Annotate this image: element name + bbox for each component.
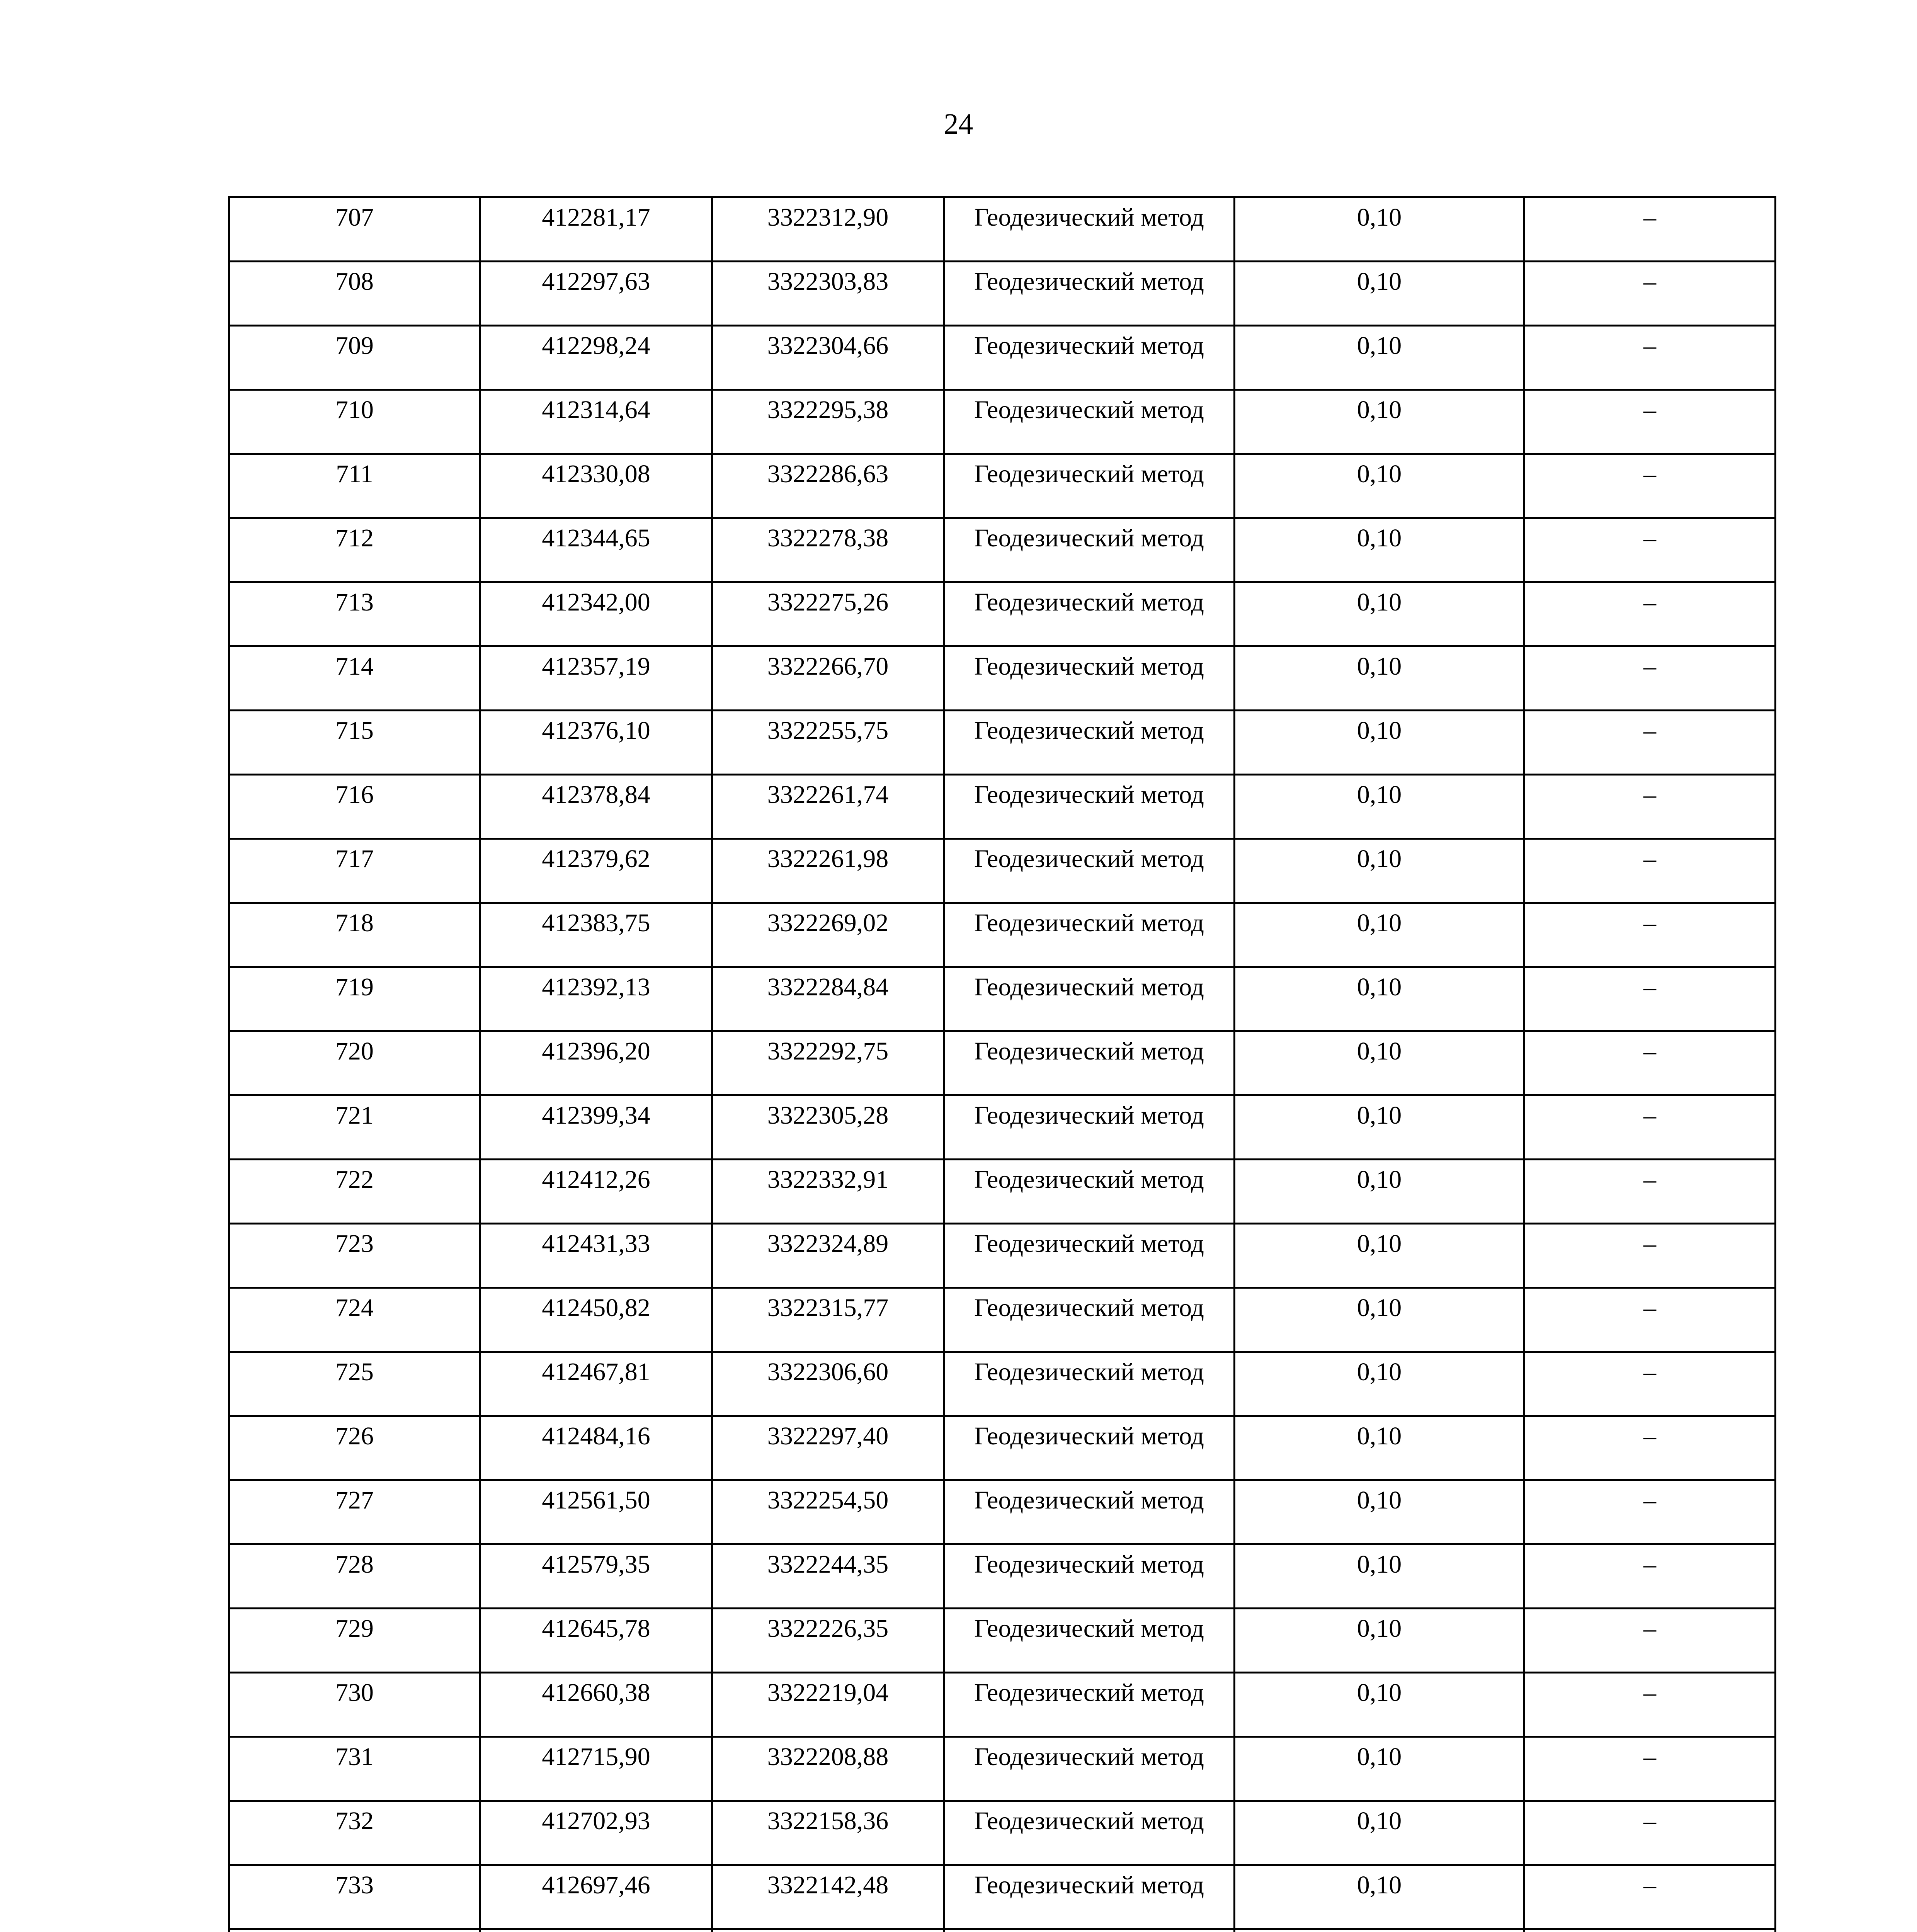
accuracy-cell: 0,10 xyxy=(1235,711,1524,775)
y-coordinate-cell: 3322208,88 xyxy=(712,1737,944,1801)
accuracy-cell: 0,10 xyxy=(1235,1160,1524,1224)
table-row xyxy=(229,903,1776,967)
table-row xyxy=(229,775,1776,839)
x-coordinate-cell: 412392,13 xyxy=(480,967,712,1031)
method-cell: Геодезический метод xyxy=(944,839,1235,903)
y-coordinate-cell: 3322315,77 xyxy=(712,1288,944,1352)
point-number-cell: 711 xyxy=(229,454,480,518)
point-number-cell: 731 xyxy=(229,1737,480,1801)
point-number-cell: 724 xyxy=(229,1288,480,1352)
accuracy-cell: 0,10 xyxy=(1235,454,1524,518)
note-cell: – xyxy=(1524,1416,1776,1480)
accuracy-cell: 0,10 xyxy=(1235,646,1524,711)
accuracy-cell: 0,10 xyxy=(1235,1865,1524,1929)
table-row xyxy=(229,1929,1776,1932)
note-cell: – xyxy=(1524,1352,1776,1416)
note-cell: – xyxy=(1524,646,1776,711)
note-cell: – xyxy=(1524,903,1776,967)
accuracy-cell: 0,10 xyxy=(1235,326,1524,390)
accuracy-cell: 0,10 xyxy=(1235,1095,1524,1160)
point-number-cell: 709 xyxy=(229,326,480,390)
method-cell: Геодезический метод xyxy=(944,1801,1235,1865)
note-cell: – xyxy=(1524,1160,1776,1224)
point-number-cell: 712 xyxy=(229,518,480,582)
method-cell: Геодезический метод xyxy=(944,518,1235,582)
coordinates-table-body xyxy=(229,197,1776,1932)
x-coordinate-cell: 412314,64 xyxy=(480,390,712,454)
x-coordinate-cell: 412450,82 xyxy=(480,1288,712,1352)
point-number-cell: 722 xyxy=(229,1160,480,1224)
method-cell: Геодезический метод xyxy=(944,1480,1235,1544)
y-coordinate-cell: 3322297,40 xyxy=(712,1416,944,1480)
table-row xyxy=(229,518,1776,582)
accuracy-cell: 0,10 xyxy=(1235,967,1524,1031)
page-number: 24 xyxy=(944,108,973,140)
x-coordinate-cell: 412467,81 xyxy=(480,1352,712,1416)
y-coordinate-cell: 3322261,98 xyxy=(712,839,944,903)
method-cell: Геодезический метод xyxy=(944,454,1235,518)
method-cell: Геодезический метод xyxy=(944,1544,1235,1609)
note-cell: – xyxy=(1524,1737,1776,1801)
accuracy-cell: 0,10 xyxy=(1235,1673,1524,1737)
y-coordinate-cell: 3322278,38 xyxy=(712,518,944,582)
method-cell: Геодезический метод xyxy=(944,711,1235,775)
table-row xyxy=(229,967,1776,1031)
note-cell: – xyxy=(1524,967,1776,1031)
accuracy-cell: 0,10 xyxy=(1235,1737,1524,1801)
point-number-cell: 726 xyxy=(229,1416,480,1480)
point-number-cell: 730 xyxy=(229,1673,480,1737)
point-number-cell: 732 xyxy=(229,1801,480,1865)
method-cell: Геодезический метод xyxy=(944,262,1235,326)
y-coordinate-cell: 3322158,36 xyxy=(712,1801,944,1865)
x-coordinate-cell: 412330,08 xyxy=(480,454,712,518)
point-number-cell: 723 xyxy=(229,1224,480,1288)
method-cell: Геодезический метод xyxy=(944,646,1235,711)
y-coordinate-cell: 3322286,63 xyxy=(712,454,944,518)
note-cell: – xyxy=(1524,1801,1776,1865)
table-row xyxy=(229,390,1776,454)
point-number-cell: 720 xyxy=(229,1031,480,1095)
y-coordinate-cell: 3322142,48 xyxy=(712,1865,944,1929)
note-cell: – xyxy=(1524,839,1776,903)
note-cell: – xyxy=(1524,1480,1776,1544)
note-cell: – xyxy=(1524,775,1776,839)
x-coordinate-cell: 412579,35 xyxy=(480,1544,712,1609)
y-coordinate-cell: 3322306,60 xyxy=(712,1352,944,1416)
x-coordinate-cell: 412376,10 xyxy=(480,711,712,775)
x-coordinate-cell: 412378,84 xyxy=(480,775,712,839)
method-cell: Геодезический метод xyxy=(944,326,1235,390)
y-coordinate-cell: 3322261,74 xyxy=(712,775,944,839)
method-cell: Геодезический метод xyxy=(944,1224,1235,1288)
accuracy-cell: 0,10 xyxy=(1235,1544,1524,1609)
accuracy-cell: 0,10 xyxy=(1235,262,1524,326)
x-coordinate-cell: 412561,50 xyxy=(480,1480,712,1544)
coordinates-table xyxy=(228,196,1776,1932)
table-row xyxy=(229,1095,1776,1160)
accuracy-cell: 0,10 xyxy=(1235,390,1524,454)
note-cell: – xyxy=(1524,197,1776,262)
method-cell: Геодезический метод xyxy=(944,1031,1235,1095)
y-coordinate-cell: 3322244,35 xyxy=(712,1544,944,1609)
y-coordinate-cell: 3322266,70 xyxy=(712,646,944,711)
note-cell: – xyxy=(1524,1544,1776,1609)
method-cell: Геодезический метод xyxy=(944,967,1235,1031)
accuracy-cell xyxy=(1235,1929,1524,1932)
y-coordinate-cell: 3322303,83 xyxy=(712,262,944,326)
y-coordinate-cell: 3322255,75 xyxy=(712,711,944,775)
x-coordinate-cell: 412660,38 xyxy=(480,1673,712,1737)
method-cell: Геодезический метод xyxy=(944,1737,1235,1801)
point-number-cell: 707 xyxy=(229,197,480,262)
table-row xyxy=(229,1031,1776,1095)
x-coordinate-cell: 412715,90 xyxy=(480,1737,712,1801)
accuracy-cell: 0,10 xyxy=(1235,1031,1524,1095)
accuracy-cell: 0,10 xyxy=(1235,582,1524,646)
method-cell: Геодезический метод xyxy=(944,1673,1235,1737)
x-coordinate-cell: 412298,24 xyxy=(480,326,712,390)
note-cell: – xyxy=(1524,326,1776,390)
point-number-cell: 713 xyxy=(229,582,480,646)
x-coordinate-cell: 412357,19 xyxy=(480,646,712,711)
note-cell: – xyxy=(1524,1865,1776,1929)
point-number-cell: 708 xyxy=(229,262,480,326)
note-cell xyxy=(1524,1929,1776,1932)
table-row xyxy=(229,839,1776,903)
table-row xyxy=(229,1160,1776,1224)
table-row xyxy=(229,1352,1776,1416)
method-cell: Геодезический метод xyxy=(944,1416,1235,1480)
table-row xyxy=(229,1865,1776,1929)
table-row xyxy=(229,1544,1776,1609)
accuracy-cell: 0,10 xyxy=(1235,903,1524,967)
method-cell: Геодезический метод xyxy=(944,1095,1235,1160)
y-coordinate-cell: 3322254,50 xyxy=(712,1480,944,1544)
method-cell: Геодезический метод xyxy=(944,1160,1235,1224)
note-cell: – xyxy=(1524,1031,1776,1095)
accuracy-cell: 0,10 xyxy=(1235,1609,1524,1673)
y-coordinate-cell: 3322305,28 xyxy=(712,1095,944,1160)
y-coordinate-cell: 3322312,90 xyxy=(712,197,944,262)
note-cell: – xyxy=(1524,711,1776,775)
note-cell: – xyxy=(1524,390,1776,454)
x-coordinate-cell: 412396,20 xyxy=(480,1031,712,1095)
method-cell: Геодезический метод xyxy=(944,1352,1235,1416)
note-cell: – xyxy=(1524,518,1776,582)
method-cell: Геодезический метод xyxy=(944,197,1235,262)
point-number-cell xyxy=(229,1929,480,1932)
point-number-cell: 727 xyxy=(229,1480,480,1544)
point-number-cell: 717 xyxy=(229,839,480,903)
y-coordinate-cell: 3322332,91 xyxy=(712,1160,944,1224)
y-coordinate-cell: 3322295,38 xyxy=(712,390,944,454)
x-coordinate-cell: 412645,78 xyxy=(480,1609,712,1673)
y-coordinate-cell: 3322284,84 xyxy=(712,967,944,1031)
note-cell: – xyxy=(1524,1288,1776,1352)
point-number-cell: 725 xyxy=(229,1352,480,1416)
accuracy-cell: 0,10 xyxy=(1235,839,1524,903)
y-coordinate-cell xyxy=(712,1929,944,1932)
table-row xyxy=(229,1288,1776,1352)
note-cell: – xyxy=(1524,1095,1776,1160)
x-coordinate-cell: 412344,65 xyxy=(480,518,712,582)
method-cell xyxy=(944,1929,1235,1932)
note-cell: – xyxy=(1524,1224,1776,1288)
x-coordinate-cell: 412297,63 xyxy=(480,262,712,326)
accuracy-cell: 0,10 xyxy=(1235,1224,1524,1288)
note-cell: – xyxy=(1524,1609,1776,1673)
table-row xyxy=(229,1416,1776,1480)
accuracy-cell: 0,10 xyxy=(1235,197,1524,262)
method-cell: Геодезический метод xyxy=(944,1609,1235,1673)
y-coordinate-cell: 3322219,04 xyxy=(712,1673,944,1737)
note-cell: – xyxy=(1524,454,1776,518)
accuracy-cell: 0,10 xyxy=(1235,1288,1524,1352)
method-cell: Геодезический метод xyxy=(944,582,1235,646)
x-coordinate-cell: 412399,34 xyxy=(480,1095,712,1160)
point-number-cell: 721 xyxy=(229,1095,480,1160)
point-number-cell: 710 xyxy=(229,390,480,454)
x-coordinate-cell: 412412,26 xyxy=(480,1160,712,1224)
accuracy-cell: 0,10 xyxy=(1235,1416,1524,1480)
x-coordinate-cell: 412383,75 xyxy=(480,903,712,967)
point-number-cell: 714 xyxy=(229,646,480,711)
note-cell: – xyxy=(1524,582,1776,646)
y-coordinate-cell: 3322304,66 xyxy=(712,326,944,390)
method-cell: Геодезический метод xyxy=(944,1288,1235,1352)
accuracy-cell: 0,10 xyxy=(1235,775,1524,839)
x-coordinate-cell xyxy=(480,1929,712,1932)
table-row xyxy=(229,582,1776,646)
point-number-cell: 719 xyxy=(229,967,480,1031)
table-row xyxy=(229,711,1776,775)
accuracy-cell: 0,10 xyxy=(1235,1480,1524,1544)
method-cell: Геодезический метод xyxy=(944,1865,1235,1929)
x-coordinate-cell: 412484,16 xyxy=(480,1416,712,1480)
note-cell: – xyxy=(1524,262,1776,326)
method-cell: Геодезический метод xyxy=(944,775,1235,839)
method-cell: Геодезический метод xyxy=(944,903,1235,967)
point-number-cell: 728 xyxy=(229,1544,480,1609)
x-coordinate-cell: 412281,17 xyxy=(480,197,712,262)
table-row xyxy=(229,197,1776,262)
note-cell: – xyxy=(1524,1673,1776,1737)
table-row xyxy=(229,1673,1776,1737)
x-coordinate-cell: 412702,93 xyxy=(480,1801,712,1865)
point-number-cell: 729 xyxy=(229,1609,480,1673)
point-number-cell: 715 xyxy=(229,711,480,775)
accuracy-cell: 0,10 xyxy=(1235,518,1524,582)
table-row xyxy=(229,262,1776,326)
table-row xyxy=(229,1609,1776,1673)
x-coordinate-cell: 412379,62 xyxy=(480,839,712,903)
y-coordinate-cell: 3322275,26 xyxy=(712,582,944,646)
x-coordinate-cell: 412697,46 xyxy=(480,1865,712,1929)
y-coordinate-cell: 3322226,35 xyxy=(712,1609,944,1673)
table-row xyxy=(229,1737,1776,1801)
table-row xyxy=(229,326,1776,390)
y-coordinate-cell: 3322292,75 xyxy=(712,1031,944,1095)
table-row xyxy=(229,1224,1776,1288)
point-number-cell: 718 xyxy=(229,903,480,967)
y-coordinate-cell: 3322269,02 xyxy=(712,903,944,967)
y-coordinate-cell: 3322324,89 xyxy=(712,1224,944,1288)
point-number-cell: 733 xyxy=(229,1865,480,1929)
point-number-cell: 716 xyxy=(229,775,480,839)
table-row xyxy=(229,646,1776,711)
table-row xyxy=(229,454,1776,518)
method-cell: Геодезический метод xyxy=(944,390,1235,454)
x-coordinate-cell: 412431,33 xyxy=(480,1224,712,1288)
table-row xyxy=(229,1801,1776,1865)
accuracy-cell: 0,10 xyxy=(1235,1801,1524,1865)
accuracy-cell: 0,10 xyxy=(1235,1352,1524,1416)
x-coordinate-cell: 412342,00 xyxy=(480,582,712,646)
table-row xyxy=(229,1480,1776,1544)
